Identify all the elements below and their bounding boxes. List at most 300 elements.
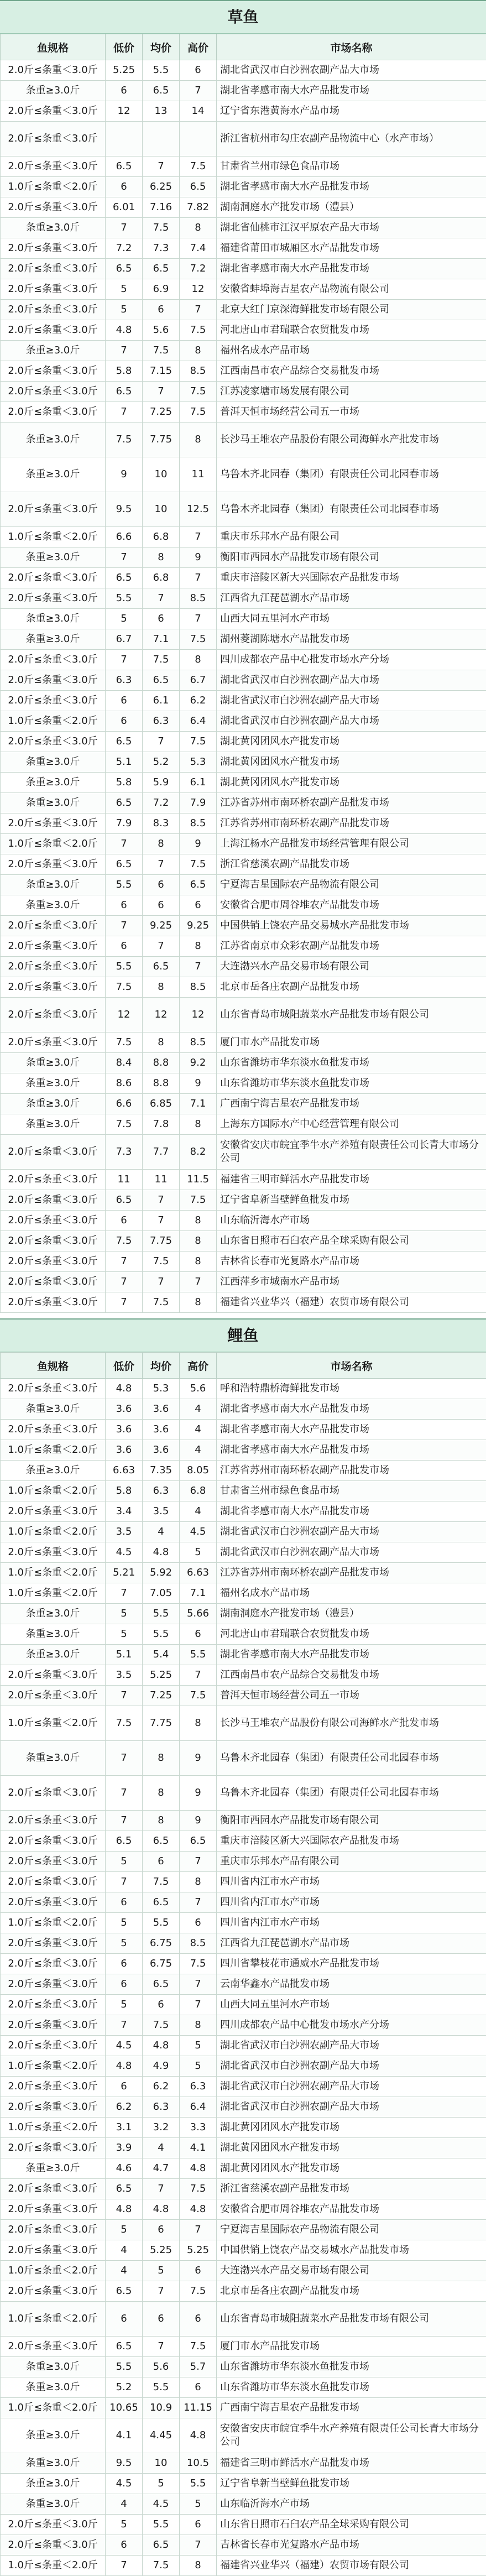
table-row bbox=[1, 2398, 486, 2418]
table-row bbox=[1, 2220, 486, 2240]
cell-market: 山东省日照市石臼农产品全球采购有限公司 bbox=[217, 2515, 486, 2535]
cell-avg: 6.5 bbox=[143, 81, 180, 101]
cell-avg: 5.6 bbox=[143, 320, 180, 341]
table-row bbox=[1, 2494, 486, 2515]
cell-low: 5.5 bbox=[106, 2357, 143, 2377]
cell-low: 7 bbox=[106, 834, 143, 854]
table-row bbox=[1, 1190, 486, 1211]
section-title: 鲤鱼 bbox=[0, 1318, 486, 1352]
cell-low: 6 bbox=[106, 1211, 143, 1231]
cell-low: 5.5 bbox=[106, 588, 143, 609]
cell-spec: 1.0斤≤条重＜2.0斤 bbox=[1, 1481, 106, 1501]
cell-market: 安徽省合肥市周谷堆农产品批发市场 bbox=[217, 2199, 486, 2220]
table-row bbox=[1, 2199, 486, 2220]
table-row bbox=[1, 547, 486, 568]
cell-high: 8.5 bbox=[180, 1033, 217, 1053]
cell-spec: 2.0斤≤条重＜3.0斤 bbox=[1, 382, 106, 402]
cell-high: 6.5 bbox=[180, 1831, 217, 1852]
cell-high: 7 bbox=[180, 81, 217, 101]
cell-market: 辽宁省阜新当壁鲜鱼批发市场 bbox=[217, 2474, 486, 2494]
cell-market: 湖北省武汉市白沙洲农副产品大市场 bbox=[217, 1522, 486, 1542]
cell-high: 12 bbox=[180, 998, 217, 1033]
cell-spec: 2.0斤≤条重＜3.0斤 bbox=[1, 300, 106, 320]
table-row bbox=[1, 1974, 486, 1995]
cell-low: 7.5 bbox=[106, 1706, 143, 1741]
cell-market: 辽宁省东港黄海水产品市场 bbox=[217, 101, 486, 122]
cell-low: 6 bbox=[106, 1954, 143, 1974]
cell-low: 7.5 bbox=[106, 977, 143, 998]
table-row bbox=[1, 2138, 486, 2158]
cell-high: 12 bbox=[180, 279, 217, 300]
cell-market: 衡阳市西园水产品批发市场有限公司 bbox=[217, 1811, 486, 1831]
cell-avg bbox=[143, 122, 180, 157]
cell-spec: 1.0斤≤条重＜2.0斤 bbox=[1, 2398, 106, 2418]
cell-low: 3.6 bbox=[106, 1399, 143, 1420]
table-row bbox=[1, 2118, 486, 2138]
cell-avg: 4.7 bbox=[143, 2158, 180, 2179]
cell-market: 北京大红门京深海鲜批发市场有限公司 bbox=[217, 300, 486, 320]
cell-low: 7 bbox=[106, 218, 143, 238]
cell-spec: 2.0斤≤条重＜3.0斤 bbox=[1, 2138, 106, 2158]
cell-low: 5 bbox=[106, 2220, 143, 2240]
cell-market: 四川省内江市水产市场 bbox=[217, 1892, 486, 1913]
cell-low: 5.8 bbox=[106, 1481, 143, 1501]
cell-avg: 7.5 bbox=[143, 1292, 180, 1313]
cell-market: 江苏省苏州市南环桥农副产品批发市场 bbox=[217, 814, 486, 834]
cell-high: 8 bbox=[180, 341, 217, 361]
cell-spec: 2.0斤≤条重＜3.0斤 bbox=[1, 492, 106, 527]
cell-low: 6.5 bbox=[106, 793, 143, 814]
cell-high: 7.5 bbox=[180, 1190, 217, 1211]
cell-avg: 6.25 bbox=[143, 177, 180, 197]
cell-avg: 13 bbox=[143, 101, 180, 122]
cell-high: 7 bbox=[180, 2220, 217, 2240]
cell-market: 江苏凌家塘市场发展有限公司 bbox=[217, 382, 486, 402]
cell-avg: 7.75 bbox=[143, 1231, 180, 1252]
cell-high: 11.5 bbox=[180, 1170, 217, 1190]
section-divider bbox=[0, 1313, 486, 1318]
cell-avg: 8 bbox=[143, 547, 180, 568]
table-row bbox=[1, 177, 486, 197]
cell-high: 5.6 bbox=[180, 1379, 217, 1399]
table-row bbox=[1, 2158, 486, 2179]
cell-market: 福建省三明市鲜活水产品批发市场 bbox=[217, 2453, 486, 2474]
cell-market: 乌鲁木齐北园春（集团）有限责任公司北园春市场 bbox=[217, 457, 486, 492]
cell-spec: 条重≥3.0斤 bbox=[1, 457, 106, 492]
header-high: 高价 bbox=[180, 1353, 217, 1379]
cell-high: 6 bbox=[180, 1913, 217, 1933]
cell-low: 7 bbox=[106, 2556, 143, 2576]
cell-market: 浙江省慈溪农副产品批发市场 bbox=[217, 854, 486, 875]
cell-high: 8 bbox=[180, 1231, 217, 1252]
cell-low: 8.6 bbox=[106, 1073, 143, 1094]
table-row bbox=[1, 2535, 486, 2556]
cell-avg: 6.85 bbox=[143, 1094, 180, 1114]
table-row bbox=[1, 341, 486, 361]
table-row bbox=[1, 157, 486, 177]
cell-spec: 条重≥3.0斤 bbox=[1, 2357, 106, 2377]
cell-high: 6 bbox=[180, 2377, 217, 2398]
header-low: 低价 bbox=[106, 1353, 143, 1379]
cell-low: 4.1 bbox=[106, 2418, 143, 2453]
cell-avg: 6.5 bbox=[143, 2535, 180, 2556]
table-row bbox=[1, 1211, 486, 1231]
cell-spec: 条重≥3.0斤 bbox=[1, 81, 106, 101]
cell-high: 9.25 bbox=[180, 916, 217, 936]
cell-avg: 4.45 bbox=[143, 2418, 180, 2453]
cell-spec: 2.0斤≤条重＜3.0斤 bbox=[1, 2515, 106, 2535]
table-row bbox=[1, 300, 486, 320]
cell-market: 福建省兴业华兴（福建）农贸市场有限公司 bbox=[217, 1292, 486, 1313]
cell-spec: 2.0斤≤条重＜3.0斤 bbox=[1, 2199, 106, 2220]
cell-high: 7.9 bbox=[180, 793, 217, 814]
table-row bbox=[1, 1292, 486, 1313]
cell-low: 5.2 bbox=[106, 2377, 143, 2398]
cell-spec: 2.0斤≤条重＜3.0斤 bbox=[1, 1852, 106, 1872]
cell-avg: 7 bbox=[143, 1190, 180, 1211]
cell-high: 6 bbox=[180, 895, 217, 916]
cell-avg: 5.9 bbox=[143, 773, 180, 793]
cell-high: 6 bbox=[180, 2261, 217, 2281]
cell-low: 3.9 bbox=[106, 2138, 143, 2158]
cell-spec: 条重≥3.0斤 bbox=[1, 1073, 106, 1094]
cell-spec: 条重≥3.0斤 bbox=[1, 2453, 106, 2474]
cell-high: 7.2 bbox=[180, 259, 217, 279]
cell-spec: 2.0斤≤条重＜3.0斤 bbox=[1, 1135, 106, 1170]
cell-avg: 6.1 bbox=[143, 691, 180, 711]
table-row bbox=[1, 492, 486, 527]
table-row bbox=[1, 2453, 486, 2474]
cell-spec: 2.0斤≤条重＜3.0斤 bbox=[1, 1933, 106, 1954]
cell-market: 江西南昌市农产品综合交易批发市场 bbox=[217, 1665, 486, 1686]
cell-market: 宁夏海吉星国际农产品物流有限公司 bbox=[217, 875, 486, 895]
cell-market: 厦门市水产品批发市场 bbox=[217, 2337, 486, 2357]
cell-market: 湖北省仙桃市江汉平原农产品大市场 bbox=[217, 218, 486, 238]
cell-market: 衡阳市西园水产品批发市场有限公司 bbox=[217, 547, 486, 568]
table-row bbox=[1, 1933, 486, 1954]
table-row bbox=[1, 1831, 486, 1852]
cell-high: 8 bbox=[180, 1872, 217, 1892]
cell-market: 山东省青岛市城阳蔬菜水产品批发市场有限公司 bbox=[217, 2302, 486, 2337]
cell-low: 7 bbox=[106, 1272, 143, 1292]
cell-avg: 10 bbox=[143, 492, 180, 527]
cell-high: 9.2 bbox=[180, 1053, 217, 1073]
cell-market: 吉林省长春市光复路水产品市场 bbox=[217, 1252, 486, 1272]
cell-avg: 4.9 bbox=[143, 2056, 180, 2077]
cell-market: 湖北省武汉市白沙洲农副产品大市场 bbox=[217, 60, 486, 81]
cell-low: 9.5 bbox=[106, 492, 143, 527]
cell-avg: 7.8 bbox=[143, 1114, 180, 1135]
cell-spec: 2.0斤≤条重＜3.0斤 bbox=[1, 998, 106, 1033]
cell-high: 5.7 bbox=[180, 2357, 217, 2377]
cell-low: 7 bbox=[106, 1872, 143, 1892]
cell-spec: 条重≥3.0斤 bbox=[1, 218, 106, 238]
cell-spec: 2.0斤≤条重＜3.0斤 bbox=[1, 2179, 106, 2199]
cell-avg: 6 bbox=[143, 875, 180, 895]
cell-market: 甘肃省兰州市绿色食品市场 bbox=[217, 157, 486, 177]
cell-market: 湖北省武汉市白沙洲农副产品大市场 bbox=[217, 2056, 486, 2077]
cell-high: 12.5 bbox=[180, 492, 217, 527]
cell-market: 湖北省孝感市南大水产品批发市场 bbox=[217, 1501, 486, 1522]
cell-low: 5 bbox=[106, 279, 143, 300]
cell-market: 吉林省长春市光复路水产品市场 bbox=[217, 2535, 486, 2556]
table-row bbox=[1, 2281, 486, 2302]
cell-market: 四川省内江市水产市场 bbox=[217, 1872, 486, 1892]
cell-high: 8.5 bbox=[180, 361, 217, 382]
table-row bbox=[1, 122, 486, 157]
cell-market: 山东省潍坊市华东淡水鱼批发市场 bbox=[217, 2357, 486, 2377]
cell-spec: 条重≥3.0斤 bbox=[1, 2377, 106, 2398]
cell-market: 湖北省孝感市南大水产品批发市场 bbox=[217, 259, 486, 279]
table-row bbox=[1, 2015, 486, 2036]
header-avg: 均价 bbox=[143, 34, 180, 60]
table-row bbox=[1, 1604, 486, 1624]
cell-low: 7 bbox=[106, 1776, 143, 1811]
cell-avg: 6 bbox=[143, 895, 180, 916]
cell-avg: 8.8 bbox=[143, 1053, 180, 1073]
table-row bbox=[1, 1481, 486, 1501]
cell-market: 湖州菱湖陈塘水产品批发市场 bbox=[217, 629, 486, 650]
cell-spec: 条重≥3.0斤 bbox=[1, 773, 106, 793]
table-row bbox=[1, 1252, 486, 1272]
cell-high: 8.5 bbox=[180, 977, 217, 998]
cell-low: 7 bbox=[106, 2015, 143, 2036]
table-header-row bbox=[1, 1353, 486, 1379]
cell-low: 7 bbox=[106, 650, 143, 670]
cell-avg: 5.25 bbox=[143, 2240, 180, 2261]
cell-market: 江西南昌市农产品综合交易批发市场 bbox=[217, 361, 486, 382]
cell-market: 湖北省孝感市南大水产品批发市场 bbox=[217, 1420, 486, 1440]
cell-market: 上海东方国际水产中心经营管理有限公司 bbox=[217, 1114, 486, 1135]
cell-market: 湖北省武汉市白沙洲农副产品大市场 bbox=[217, 691, 486, 711]
cell-low: 6.5 bbox=[106, 2337, 143, 2357]
cell-spec: 2.0斤≤条重＜3.0斤 bbox=[1, 1420, 106, 1440]
table-row bbox=[1, 1665, 486, 1686]
cell-low: 5 bbox=[106, 1933, 143, 1954]
cell-market: 四川成都农产品中心批发市场水产分场 bbox=[217, 2015, 486, 2036]
cell-avg: 4.8 bbox=[143, 1542, 180, 1563]
cell-low: 7.2 bbox=[106, 238, 143, 259]
cell-high: 9 bbox=[180, 547, 217, 568]
cell-avg: 10 bbox=[143, 457, 180, 492]
cell-low: 6.6 bbox=[106, 527, 143, 547]
cell-avg: 7.3 bbox=[143, 238, 180, 259]
cell-market: 重庆市涪陵区新大兴国际农产品批发市场 bbox=[217, 568, 486, 588]
cell-spec: 条重≥3.0斤 bbox=[1, 1645, 106, 1665]
cell-high: 4.8 bbox=[180, 2199, 217, 2220]
cell-avg: 6 bbox=[143, 2220, 180, 2240]
cell-spec: 1.0斤≤条重＜2.0斤 bbox=[1, 2302, 106, 2337]
cell-avg: 8 bbox=[143, 1033, 180, 1053]
cell-high: 4.8 bbox=[180, 2418, 217, 2453]
cell-high: 6.7 bbox=[180, 670, 217, 691]
cell-avg: 7.5 bbox=[143, 650, 180, 670]
cell-low: 7.9 bbox=[106, 814, 143, 834]
cell-market: 山东省青岛市城阳蔬菜水产品批发市场有限公司 bbox=[217, 998, 486, 1033]
cell-high: 7.5 bbox=[180, 382, 217, 402]
cell-high: 7.1 bbox=[180, 1094, 217, 1114]
table-row bbox=[1, 1135, 486, 1170]
table-row bbox=[1, 1170, 486, 1190]
cell-market: 湖南洞庭水产批发市场（澧县） bbox=[217, 197, 486, 218]
cell-spec: 条重≥3.0斤 bbox=[1, 547, 106, 568]
cell-low: 6 bbox=[106, 1974, 143, 1995]
cell-low: 5 bbox=[106, 1624, 143, 1645]
cell-market: 重庆市乐邦水产品有限公司 bbox=[217, 527, 486, 547]
cell-market: 山东临沂海水产市场 bbox=[217, 1211, 486, 1231]
cell-low: 7 bbox=[106, 1252, 143, 1272]
cell-market: 大连渤兴水产品交易市场有限公司 bbox=[217, 957, 486, 977]
cell-market: 安徽省合肥市周谷堆农产品批发市场 bbox=[217, 895, 486, 916]
cell-low: 6.5 bbox=[106, 259, 143, 279]
cell-high: 11.15 bbox=[180, 2398, 217, 2418]
cell-spec: 2.0斤≤条重＜3.0斤 bbox=[1, 157, 106, 177]
cell-avg: 5.25 bbox=[143, 1665, 180, 1686]
cell-high: 7 bbox=[180, 300, 217, 320]
table-row bbox=[1, 238, 486, 259]
cell-high: 9 bbox=[180, 834, 217, 854]
cell-high: 7.5 bbox=[180, 157, 217, 177]
table-row bbox=[1, 1872, 486, 1892]
cell-high: 11 bbox=[180, 457, 217, 492]
cell-high: 7.4 bbox=[180, 238, 217, 259]
cell-market: 湖北省武汉市白沙洲农副产品大市场 bbox=[217, 2097, 486, 2118]
cell-spec: 2.0斤≤条重＜3.0斤 bbox=[1, 197, 106, 218]
cell-avg: 8 bbox=[143, 977, 180, 998]
cell-high: 9 bbox=[180, 1811, 217, 1831]
cell-market: 浙江省杭州市勾庄农副产品物流中心（水产市场） bbox=[217, 122, 486, 157]
cell-spec: 条重≥3.0斤 bbox=[1, 1624, 106, 1645]
cell-spec: 2.0斤≤条重＜3.0斤 bbox=[1, 916, 106, 936]
cell-market: 四川省攀枝花市通威水产品批发市场 bbox=[217, 1954, 486, 1974]
cell-spec: 条重≥3.0斤 bbox=[1, 609, 106, 629]
table-row bbox=[1, 2240, 486, 2261]
cell-avg: 6.3 bbox=[143, 711, 180, 732]
cell-market: 山东省潍坊市华东淡水鱼批发市场 bbox=[217, 1073, 486, 1094]
cell-low: 12 bbox=[106, 101, 143, 122]
cell-high: 7 bbox=[180, 1892, 217, 1913]
cell-low: 6 bbox=[106, 1892, 143, 1913]
header-low: 低价 bbox=[106, 34, 143, 60]
cell-low: 4.8 bbox=[106, 320, 143, 341]
cell-spec: 1.0斤≤条重＜2.0斤 bbox=[1, 1563, 106, 1583]
cell-low: 6.01 bbox=[106, 197, 143, 218]
cell-high: 5.5 bbox=[180, 1645, 217, 1665]
cell-high: 9 bbox=[180, 1741, 217, 1776]
cell-market: 北京市岳各庄农副产品批发市场 bbox=[217, 977, 486, 998]
cell-high: 6.2 bbox=[180, 691, 217, 711]
cell-high: 5 bbox=[180, 2056, 217, 2077]
cell-high: 7 bbox=[180, 527, 217, 547]
cell-market: 浙江省慈溪农副产品批发市场 bbox=[217, 2179, 486, 2199]
cell-spec: 2.0斤≤条重＜3.0斤 bbox=[1, 2240, 106, 2261]
table-row bbox=[1, 218, 486, 238]
cell-high: 8.2 bbox=[180, 1135, 217, 1170]
cell-spec: 条重≥3.0斤 bbox=[1, 423, 106, 457]
cell-market: 大连渤兴水产品交易市场有限公司 bbox=[217, 2261, 486, 2281]
cell-market: 宁夏海吉星国际农产品物流有限公司 bbox=[217, 2220, 486, 2240]
table-row bbox=[1, 197, 486, 218]
cell-low: 6 bbox=[106, 895, 143, 916]
cell-high: 7.5 bbox=[180, 1686, 217, 1706]
cell-avg: 6.5 bbox=[143, 1892, 180, 1913]
cell-market: 湖北省孝感市南大水产品批发市场 bbox=[217, 1645, 486, 1665]
cell-spec: 2.0斤≤条重＜3.0斤 bbox=[1, 1033, 106, 1053]
table-row bbox=[1, 2302, 486, 2337]
cell-spec: 2.0斤≤条重＜3.0斤 bbox=[1, 650, 106, 670]
cell-spec: 2.0斤≤条重＜3.0斤 bbox=[1, 2097, 106, 2118]
table-row bbox=[1, 916, 486, 936]
cell-high: 5.3 bbox=[180, 752, 217, 773]
cell-high: 4 bbox=[180, 1420, 217, 1440]
cell-spec: 1.0斤≤条重＜2.0斤 bbox=[1, 834, 106, 854]
cell-spec: 条重≥3.0斤 bbox=[1, 793, 106, 814]
cell-spec: 2.0斤≤条重＜3.0斤 bbox=[1, 2220, 106, 2240]
cell-spec: 2.0斤≤条重＜3.0斤 bbox=[1, 2281, 106, 2302]
table-header-row bbox=[1, 34, 486, 60]
cell-spec: 条重≥3.0斤 bbox=[1, 1053, 106, 1073]
cell-avg: 7 bbox=[143, 2337, 180, 2357]
cell-spec: 2.0斤≤条重＜3.0斤 bbox=[1, 122, 106, 157]
cell-market: 重庆市涪陵区新大兴国际农产品批发市场 bbox=[217, 1831, 486, 1852]
cell-high: 7 bbox=[180, 1665, 217, 1686]
cell-low: 3.1 bbox=[106, 2118, 143, 2138]
cell-high: 7.5 bbox=[180, 732, 217, 752]
cell-low: 6.5 bbox=[106, 732, 143, 752]
cell-high: 8 bbox=[180, 2556, 217, 2576]
cell-spec: 条重≥3.0斤 bbox=[1, 629, 106, 650]
table-row bbox=[1, 2036, 486, 2056]
table-row bbox=[1, 1420, 486, 1440]
cell-low: 6.5 bbox=[106, 1190, 143, 1211]
cell-high: 6.5 bbox=[180, 875, 217, 895]
table-row bbox=[1, 1741, 486, 1776]
cell-high: 7 bbox=[180, 957, 217, 977]
table-row bbox=[1, 1995, 486, 2015]
cell-market: 福建省兴业华兴（福建）农贸市场有限公司 bbox=[217, 2556, 486, 2576]
cell-spec: 2.0斤≤条重＜3.0斤 bbox=[1, 1190, 106, 1211]
cell-market: 湖北省武汉市白沙洲农副产品大市场 bbox=[217, 2077, 486, 2097]
cell-low: 7.5 bbox=[106, 1114, 143, 1135]
cell-spec: 2.0斤≤条重＜3.0斤 bbox=[1, 588, 106, 609]
table-row bbox=[1, 957, 486, 977]
table-row bbox=[1, 1686, 486, 1706]
cell-low: 10.65 bbox=[106, 2398, 143, 2418]
cell-market: 厦门市水产品批发市场 bbox=[217, 1033, 486, 1053]
cell-avg: 6.75 bbox=[143, 1933, 180, 1954]
table-row bbox=[1, 1053, 486, 1073]
cell-avg: 5.3 bbox=[143, 1379, 180, 1399]
cell-spec: 1.0斤≤条重＜2.0斤 bbox=[1, 1583, 106, 1604]
cell-avg: 7.75 bbox=[143, 423, 180, 457]
cell-market: 湖北省武汉市白沙洲农副产品大市场 bbox=[217, 2036, 486, 2056]
cell-low: 4 bbox=[106, 2240, 143, 2261]
cell-avg: 3.6 bbox=[143, 1399, 180, 1420]
cell-spec: 条重≥3.0斤 bbox=[1, 1094, 106, 1114]
cell-market: 河北唐山市君瑞联合农贸批发市场 bbox=[217, 1624, 486, 1645]
cell-low: 4.5 bbox=[106, 2036, 143, 2056]
cell-avg: 6 bbox=[143, 1852, 180, 1872]
cell-high: 8 bbox=[180, 1211, 217, 1231]
table-row bbox=[1, 2515, 486, 2535]
cell-market: 山东临沂海水产市场 bbox=[217, 2494, 486, 2515]
cell-avg: 10 bbox=[143, 2453, 180, 2474]
cell-avg: 7.1 bbox=[143, 629, 180, 650]
cell-spec: 2.0斤≤条重＜3.0斤 bbox=[1, 814, 106, 834]
cell-market: 湖北黄冈团风水产批发市场 bbox=[217, 2138, 486, 2158]
table-row bbox=[1, 854, 486, 875]
cell-market: 上海江杨水产品批发市场经营管理有限公司 bbox=[217, 834, 486, 854]
